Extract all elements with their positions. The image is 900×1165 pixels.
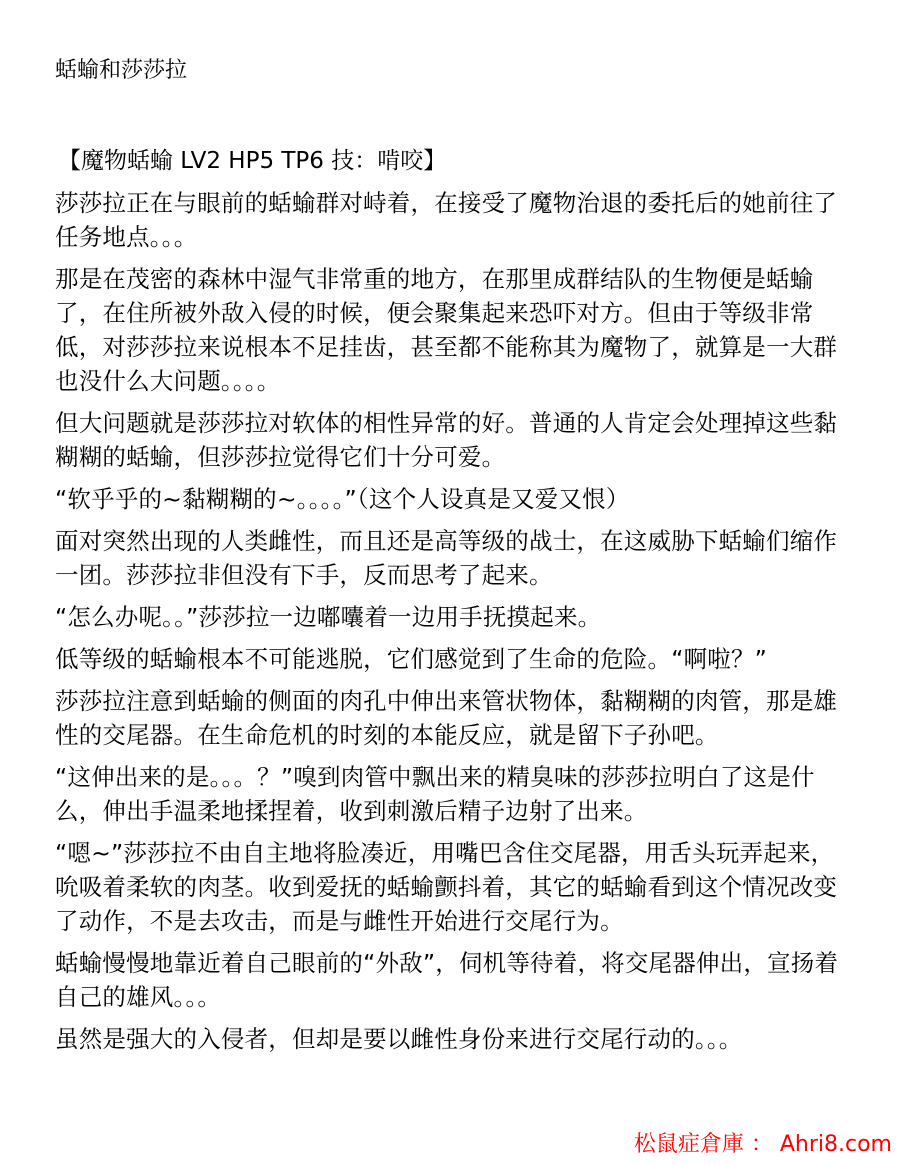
paragraph: 低等级的蛞蝓根本不可能逃脱，它们感觉到了生命的危险。“啊啦？” [55,645,768,673]
document-title: 蛞蝓和莎莎拉 [55,58,188,83]
document-body [55,186,845,1064]
paragraph: “这伸出来的是。。。？”嗅到肉管中飘出来的精臭味的莎莎拉明白了这是什么，伸出手温柔地揉捏着，收到刺激后精子边射了出来。 [55,763,815,825]
monster-stat-line: 【魔物蛞蝓 LV2 HP5 TP6 技：啃咬】 [58,148,447,174]
paragraph: 但大问题就是莎莎拉对软体的相性异常的好。普通的人肯定会处理掉这些黏糊糊的蛞蝓，但莎莎拉觉得它们十分可爱。 [55,409,838,471]
paragraph: 莎莎拉注意到蛞蝓的侧面的肉孔中伸出来管状物体，黏糊糊的肉管，那是雄性的交尾器。在生命危机的时刻的本能反应，就是留下子孙吧。 [55,687,838,749]
paragraph: 面对突然出现的人类雌性，而且还是高等级的战士，在这威胁下蛞蝓们缩作一团。莎莎拉非但没有下手，反而思考了起来。 [55,527,838,589]
paragraph: “软乎乎的~黏糊糊的~。。。。”（这个人设真是又爱又恨） [55,485,630,513]
paragraph: “嗯~”莎莎拉不由自主地将脸凑近，用嘴巴含住交尾器，用舌头玩弄起来，吮吸着柔软的肉茎。收到爱抚的蛞蝓颤抖着，其它的蛞蝓看到这个情况改变了动作，不是去攻击，而是与雌性开始进行交尾行为。 [55,839,838,935]
paragraph: “怎么办呢。。”莎莎拉一边嘟囔着一边用手抚摸起来。 [55,603,602,631]
paragraph: 那是在茂密的森林中湿气非常重的地方，在那里成群结队的生物便是蛞蝓了，在住所被外敌入侵的时候，便会聚集起来恐吓对方。但由于等级非常低，对莎莎拉来说根本不足挂齿，甚至都不能称其为魔物了，就算是一大群也没什么大问题。。。。 [55,265,838,395]
watermark-text: 松鼠症倉庫 ： Ahri8.com [633,1132,892,1157]
paragraph: 虽然是强大的入侵者，但却是要以雌性身份来进行交尾行动的。。。 [55,1025,743,1053]
paragraph: 蛞蝓慢慢地靠近着自己眼前的“外敌”，伺机等待着，将交尾器伸出，宣扬着自己的雄风。。。 [55,949,839,1011]
paragraph: 莎莎拉正在与眼前的蛞蝓群对峙着，在接受了魔物治退的委托后的她前往了任务地点。。。 [55,189,838,251]
